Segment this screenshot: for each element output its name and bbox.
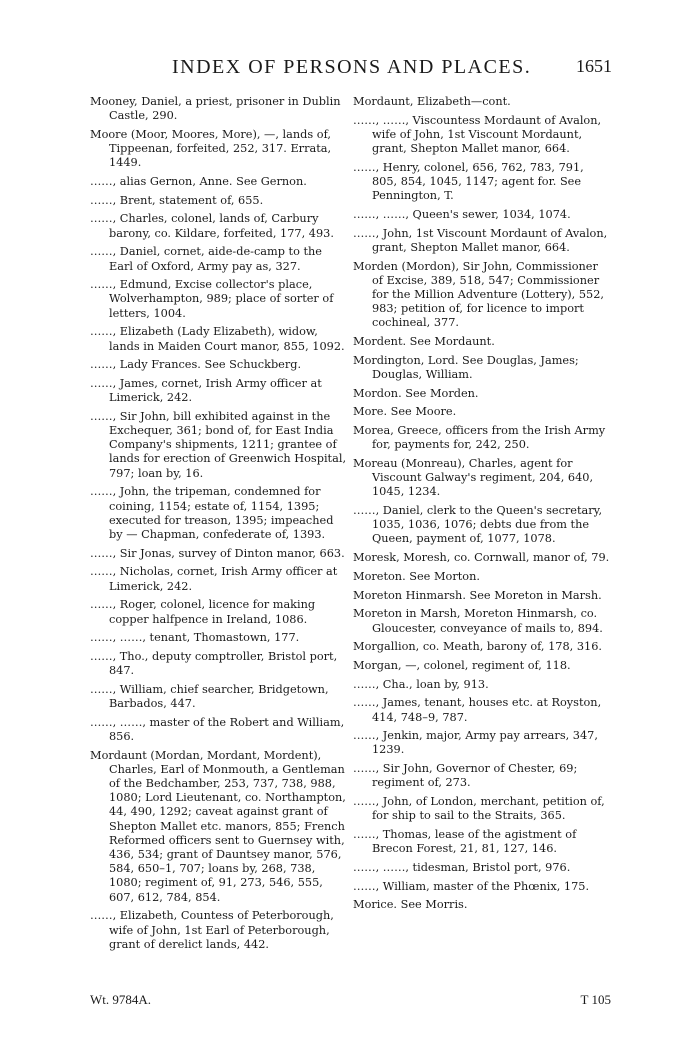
index-entry: ……, Daniel, clerk to the Queen's secretary, 1035, 1036, 1076; debts due from the Queen, payment of, 1077, 1078.: [353, 504, 603, 546]
footer-print-code: Wt. 9784A.: [90, 992, 152, 1007]
page-header: [172, 56, 612, 80]
index-entry: ……, Daniel, cornet, aide-de-camp to the Earl of Oxford, Army pay as, 327.: [90, 245, 322, 273]
index-entry: Mordaunt, Elizabeth—cont.: [353, 95, 511, 108]
left-column: [90, 95, 348, 956]
index-entry: ……, Cha., loan by, 913.: [353, 677, 489, 691]
index-entry: Mordington, Lord. See Douglas, James; Douglas, William.: [353, 353, 579, 381]
index-entry: ……, alias Gernon, Anne. See Gernon.: [90, 175, 307, 189]
index-entry: ……, John, 1st Viscount Mordaunt of Avalon, grant, Shepton Mallet manor, 664.: [353, 226, 608, 254]
index-entry: ……, ……, master of the Robert and William, 856.: [90, 715, 345, 743]
index-entry: Moreton in Marsh, Moreton Hinmarsh, co. Gloucester, conveyance of mails to, 894.: [353, 607, 603, 635]
index-entry: ……, Sir John, Governor of Chester, 69; regiment of, 273.: [353, 762, 578, 790]
index-entry: More. See Moore.: [353, 405, 457, 419]
index-entry: Morgan, —, colonel, regiment of, 118.: [353, 658, 571, 672]
page-title: INDEX OF PERSONS AND PLACES.: [172, 56, 532, 78]
index-entry: Morgallion, co. Meath, barony of, 178, 316.: [353, 640, 603, 654]
page-number: 1651: [576, 56, 612, 76]
index-entry: Morden (Mordon), Sir John, Commissioner of Excise, 389, 518, 547; Commissioner for the Million Adventure (Lottery), 552, 983; petition of, for licence to import cochineal, 377.: [353, 259, 604, 330]
index-entry: Moore (Moor, Moores, More), —, lands of, Tippeenan, forfeited, 252, 317. Errata, 1449.: [90, 127, 332, 170]
index-entry: Moresk, Moresh, co. Cornwall, manor of, 79.: [353, 551, 610, 565]
index-entry: Mordaunt (Mordan, Mordant, Mordent), Charles, Earl of Monmouth, a Gentleman of the Bedchamber, 253, 737, 738, 988, 1080; Lord Lieutenant, co. Northampton, 44, 490, 1292; caveat against grant of Shepton Mallet etc. manors, 855; French Reformed officers sent to Guernsey with, 436, 534; grant of Dauntsey manor, 576, 584, 650–1, 707; loans by, 268, 738, 1080; regiment of, 91, 273, 546, 555, 607, 612, 784, 854.: [90, 748, 346, 904]
index-entry: ……, Edmund, Excise collector's place, Wolverhampton, 989; place of sorter of letters, 1004.: [90, 278, 334, 320]
index-entry: ……, Elizabeth (Lady Elizabeth), widow, lands in Maiden Court manor, 855, 1092.: [90, 325, 345, 353]
index-entry: Moreton Hinmarsh. See Moreton in Marsh.: [353, 588, 602, 602]
index-entry: ……, William, master of the Phœnix, 175.: [353, 879, 590, 893]
index-entry: Moreton. See Morton.: [353, 569, 480, 583]
index-entry: ……, John, of London, merchant, petition of, for ship to sail to the Straits, 365.: [353, 795, 605, 823]
index-entry: ……, Roger, colonel, licence for making copper halfpence in Ireland, 1086.: [90, 598, 316, 626]
index-entry: ……, Tho., deputy comptroller, Bristol port, 847.: [90, 649, 338, 678]
index-entry: ……, Lady Frances. See Schuckberg.: [90, 358, 302, 372]
right-column: [353, 95, 611, 917]
index-entry: ……, William, chief searcher, Bridgetown, Barbados, 447.: [90, 682, 329, 711]
index-entry: ……, James, tenant, houses etc. at Royston, 414, 748–9, 787.: [353, 696, 602, 724]
index-entry: Morice. See Morris.: [353, 898, 468, 912]
index-entry: ……, Charles, colonel, lands of, Carbury barony, co. Kildare, forfeited, 177, 493.: [90, 212, 334, 240]
index-entry: Mordent. See Mordaunt.: [353, 335, 495, 349]
index-entry: Morea, Greece, officers from the Irish Army for, payments for, 242, 250.: [353, 424, 606, 452]
index-entry: ……, ……, tenant, Thomastown, 177.: [90, 631, 300, 645]
index-entry: ……, Henry, colonel, 656, 762, 783, 791, 805, 854, 1045, 1147; agent for. See Pennington, T.: [353, 160, 584, 203]
index-entry: Mooney, Daniel, a priest, prisoner in Dublin Castle, 290.: [90, 95, 341, 123]
index-entry: ……, ……, tidesman, Bristol port, 976.: [353, 860, 571, 874]
index-entry: ……, John, the tripeman, condemned for coining, 1154; estate of, 1154, 1395; executed for treason, 1395; impeached by — Chapman, confederate of, 1393.: [90, 485, 334, 541]
index-entry: ……, Sir John, bill exhibited against in the Exchequer, 361; bond of, for East India Company's shipments, 1211; grantee of lands for erection of Greenwich Hospital, 797; loan by, 16.: [90, 409, 347, 480]
index-entry: ……, Brent, statement of, 655.: [90, 193, 264, 207]
index-entry: ……, James, cornet, Irish Army officer at Limerick, 242.: [90, 376, 322, 405]
index-entry: ……, Sir Jonas, survey of Dinton manor, 663.: [90, 546, 345, 560]
index-entry: Moreau (Monreau), Charles, agent for Viscount Galway's regiment, 204, 640, 1045, 1234.: [353, 456, 594, 499]
index-entry: ……, Elizabeth, Countess of Peterborough, wife of John, 1st Earl of Peterborough, grant of derelict lands, 442.: [90, 909, 334, 951]
index-entry: ……, ……, Queen's sewer, 1034, 1074.: [353, 207, 571, 221]
index-entry: Mordon. See Morden.: [353, 386, 479, 400]
index-entry: ……, Jenkin, major, Army pay arrears, 347, 1239.: [353, 729, 598, 757]
index-entry: ……, ……, Viscountess Mordaunt of Avalon, wife of John, 1st Viscount Mordaunt, grant, Shepton Mallet manor, 664.: [353, 113, 602, 156]
index-entry: ……, Nicholas, cornet, Irish Army officer at Limerick, 242.: [90, 565, 338, 593]
footer-sheet-mark: T 105: [580, 992, 611, 1007]
index-entry: ……, Thomas, lease of the agistment of Brecon Forest, 21, 81, 127, 146.: [353, 827, 577, 856]
